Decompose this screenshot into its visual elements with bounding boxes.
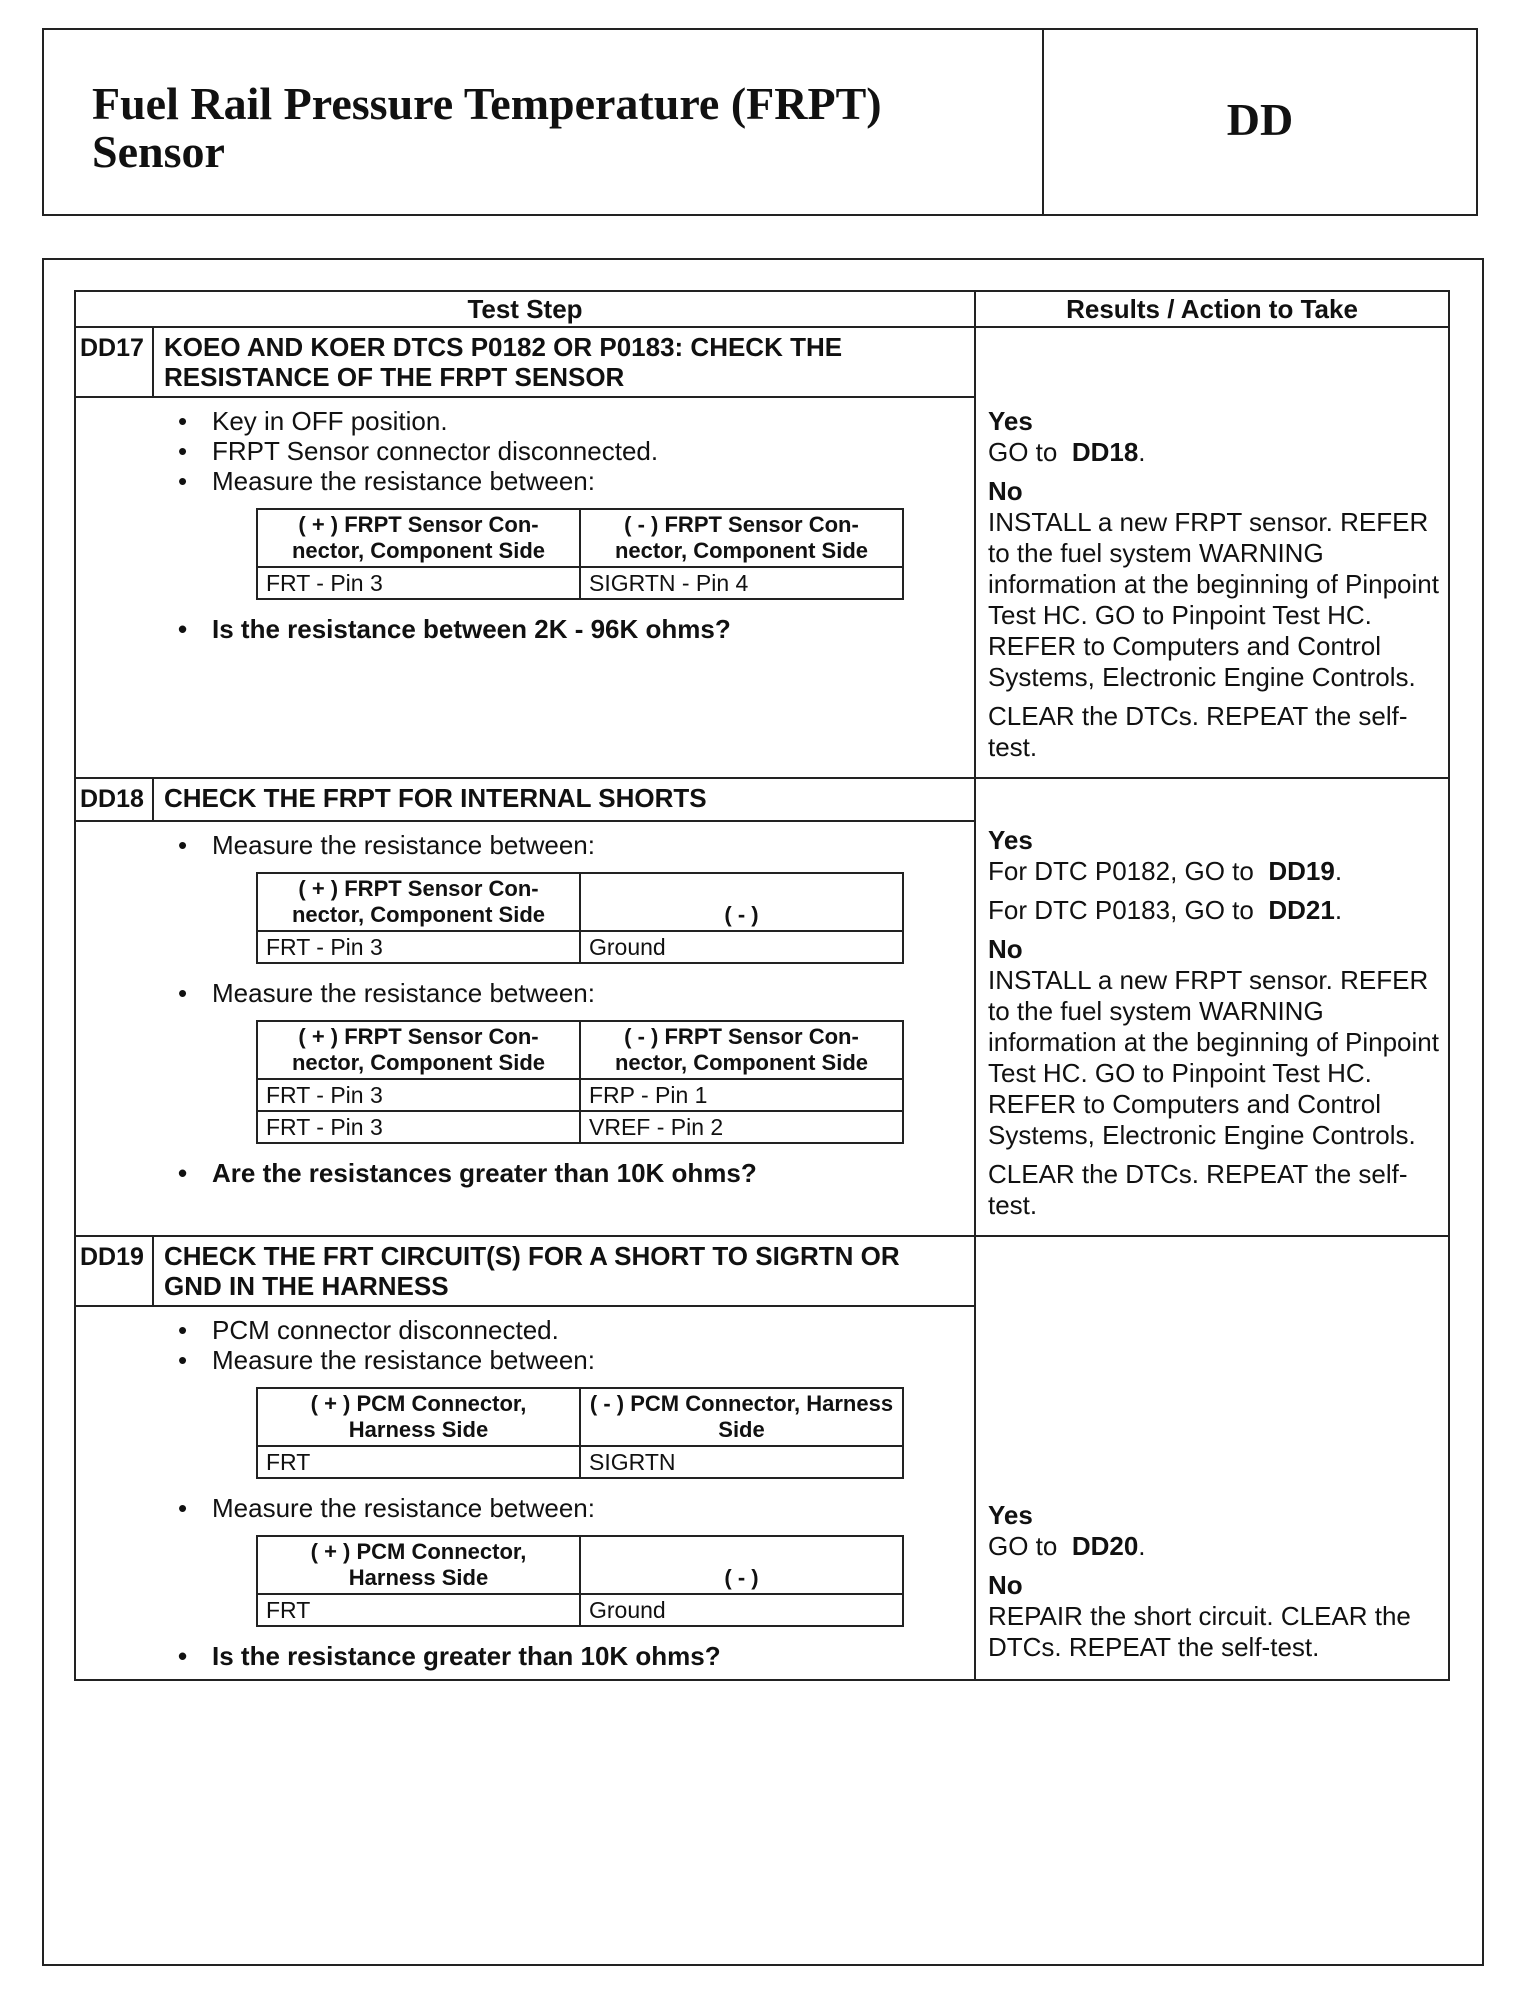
no-action: INSTALL a new FRPT sensor. REFER to the fuel system WARNING information at the beginning of Pinpoint Test HC. GO to Pinpoint Test HC. REFER to Computers and Control Systems, Electronic Engine Controls.: [988, 507, 1439, 692]
negative-lead-value: Ground: [580, 931, 903, 963]
test-question: • Is the resistance greater than 10K ohms?: [172, 1641, 964, 1671]
no-label: No: [988, 934, 1023, 964]
page-title-line1: Fuel Rail Pressure Temperature (FRPT): [92, 78, 882, 129]
test-step-cell: [75, 778, 975, 1236]
goto-step-link: DD20: [1071, 1531, 1139, 1561]
instruction: • Measure the resistance between:: [172, 1493, 964, 1523]
no-action: INSTALL a new FRPT sensor. REFER to the fuel system WARNING information at the beginning of Pinpoint Test HC. GO to Pinpoint Test HC. REFER to Computers and Control Systems, Electronic Engine Controls.: [988, 965, 1439, 1150]
yes-label: Yes: [988, 406, 1033, 436]
positive-lead-value: FRT - Pin 3: [257, 567, 580, 599]
yes-action: For DTC P0183, GO to: [988, 895, 1254, 925]
measurement-table: [256, 872, 904, 964]
negative-lead-value: Ground: [580, 1594, 903, 1626]
positive-lead-header: ( + ) FRPT Sensor Con-nector, Component Side: [257, 1021, 580, 1079]
no-action-followup: CLEAR the DTCs. REPEAT the self-test.: [988, 701, 1408, 762]
measurement-table: [256, 1020, 904, 1144]
no-label: No: [988, 1570, 1023, 1600]
step-id: DD19: [76, 1237, 154, 1305]
positive-lead-value: FRT - Pin 3: [257, 1079, 580, 1111]
instruction: • Key in OFF position.: [172, 406, 964, 436]
negative-lead-header: ( - ): [580, 873, 903, 931]
step-title: CHECK THE FRPT FOR INTERNAL SHORTS: [164, 783, 707, 813]
page-title-line2: Sensor: [92, 126, 225, 177]
positive-lead-header: ( + ) FRPT Sensor Con-nector, Component Side: [257, 873, 580, 931]
test-step-row: [75, 327, 1449, 778]
measurement-table: [256, 1535, 904, 1627]
test-step-row: [75, 778, 1449, 1236]
positive-lead-header: ( + ) PCM Connector, Harness Side: [257, 1536, 580, 1594]
yes-label: Yes: [988, 1500, 1033, 1530]
negative-lead-header: ( - ) FRPT Sensor Con-nector, Component Side: [580, 1021, 903, 1079]
goto-step-link: DD18: [1071, 437, 1139, 467]
positive-lead-header: ( + ) FRPT Sensor Con-nector, Component Side: [257, 509, 580, 567]
yes-action: GO to: [988, 1531, 1058, 1561]
instruction: • Measure the resistance between:: [172, 466, 964, 496]
instruction: • PCM connector disconnected.: [172, 1315, 964, 1345]
instruction: • Measure the resistance between:: [172, 1345, 964, 1375]
step-title: CHECK THE FRT CIRCUIT(S) FOR A SHORT TO SIGRTN OR GND IN THE HARNESS: [164, 1241, 900, 1301]
positive-lead-value: FRT: [257, 1446, 580, 1478]
test-procedure-table: [74, 290, 1450, 1681]
no-action: REPAIR the short circuit. CLEAR the DTCs. REPEAT the self-test.: [988, 1601, 1411, 1662]
test-step-row: [75, 1236, 1449, 1680]
test-question: • Are the resistances greater than 10K ohms?: [172, 1158, 964, 1188]
goto-step-link: DD21: [1268, 895, 1335, 925]
positive-lead-value: FRT - Pin 3: [257, 931, 580, 963]
no-action-followup: CLEAR the DTCs. REPEAT the self-test.: [988, 1159, 1408, 1220]
positive-lead-header: ( + ) PCM Connector, Harness Side: [257, 1388, 580, 1446]
test-question: • Is the resistance between 2K - 96K ohms?: [172, 614, 964, 644]
results-cell: Yes GO to DD18. No INSTALL a new FRPT sensor. REFER to the fuel system WARNING information at the beginning of Pinpoint Test HC. GO to Pinpoint Test HC. REFER to Computers and Control Systems, Electronic Engine Controls. CLEAR the DTCs. REPEAT the self-test.: [975, 327, 1449, 778]
yes-action: For DTC P0182, GO to: [988, 856, 1254, 886]
column-header-test-step: Test Step: [75, 291, 975, 327]
negative-lead-header: ( - ): [580, 1536, 903, 1594]
negative-lead-value: FRP - Pin 1: [580, 1079, 903, 1111]
no-label: No: [988, 476, 1023, 506]
page-header: [42, 28, 1478, 216]
positive-lead-value: FRT: [257, 1594, 580, 1626]
test-step-cell: [75, 327, 975, 778]
measurement-table: [256, 508, 904, 600]
measurement-table: [256, 1387, 904, 1479]
negative-lead-value: VREF - Pin 2: [580, 1111, 903, 1143]
results-cell: Yes GO to DD20. No REPAIR the short circuit. CLEAR the DTCs. REPEAT the self-test.: [975, 1236, 1449, 1680]
results-cell: Yes For DTC P0182, GO to DD19. For DTC P0183, GO to DD21. No INSTALL a new FRPT sensor. REFER to the fuel system WARNING information at the beginning of Pinpoint Test HC. GO to Pinpoint Test HC. REFER to Computers and Control Systems, Electronic Engine Controls. CLEAR the DTCs. REPEAT the self-test.: [975, 778, 1449, 1236]
negative-lead-header: ( - ) PCM Connector, Harness Side: [580, 1388, 903, 1446]
instruction: • FRPT Sensor connector disconnected.: [172, 436, 964, 466]
section-code: DD: [1226, 93, 1294, 145]
test-step-cell: [75, 1236, 975, 1680]
yes-action: GO to: [988, 437, 1058, 467]
goto-step-link: DD19: [1268, 856, 1335, 886]
yes-label: Yes: [988, 825, 1033, 855]
instruction: • Measure the resistance between:: [172, 978, 964, 1008]
instruction: • Measure the resistance between:: [172, 830, 964, 860]
step-id: DD17: [76, 328, 154, 396]
step-title: KOEO AND KOER DTCS P0182 OR P0183: CHECK THE RESISTANCE OF THE FRPT SENSOR: [164, 332, 843, 392]
negative-lead-header: ( - ) FRPT Sensor Con-nector, Component Side: [580, 509, 903, 567]
negative-lead-value: SIGRTN: [580, 1446, 903, 1478]
step-id: DD18: [76, 779, 154, 820]
positive-lead-value: FRT - Pin 3: [257, 1111, 580, 1143]
column-header-results: Results / Action to Take: [975, 291, 1449, 327]
negative-lead-value: SIGRTN - Pin 4: [580, 567, 903, 599]
page-title: [44, 30, 1044, 214]
